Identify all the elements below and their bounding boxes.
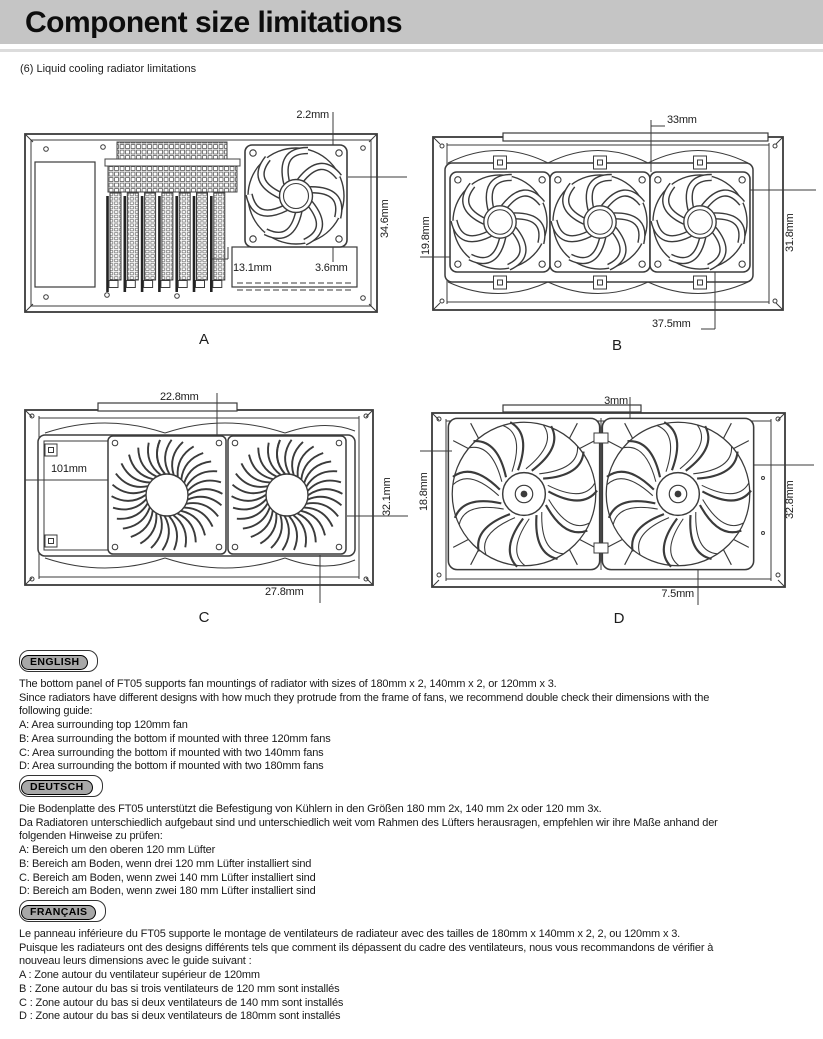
text-line: B : Zone autour du bas si trois ventilateurs de 120 mm sont installés xyxy=(19,982,340,995)
section-french xyxy=(19,900,814,1024)
text-line: Die Bodenplatte des FT05 unterstützt die Befestigung von Kühlern in den Größen 180 mm 2x, 140 mm 2x oder 120 mm 3x. xyxy=(19,803,602,815)
diagram-a xyxy=(15,100,410,355)
diagram-d xyxy=(418,383,823,633)
fan-icon xyxy=(549,171,650,272)
dim-label-top: 3mm xyxy=(604,395,628,407)
text-line: A: Area surrounding top 120mm fan xyxy=(19,719,188,732)
dim-label-top: 33mm xyxy=(667,114,697,126)
text-line: Since radiators have different designs with how much they protrude from the frame of fans, we recommend double check their dimensions with the xyxy=(19,691,710,704)
dim-label-right: 32.8mm xyxy=(784,480,796,519)
language-badge xyxy=(19,650,98,672)
text-line: C: Area surrounding the bottom if mounted with two 140mm fans xyxy=(19,746,324,759)
case-drawing-c xyxy=(15,383,410,633)
text-line: D: Bereich am Boden, wenn zwei 180 mm Lüfter installiert sind xyxy=(19,885,316,898)
language-badge-label: ENGLISH xyxy=(21,655,88,670)
fan-icon xyxy=(449,171,550,272)
language-badge xyxy=(19,775,103,797)
fan-icon xyxy=(244,144,347,247)
text-line: B: Bereich am Boden, wenn drei 120 mm Lüfter installiert sind xyxy=(19,857,312,870)
diagram-letter-a: A xyxy=(198,331,209,348)
dim-label-right: 32.1mm xyxy=(381,477,393,516)
diagram-b xyxy=(418,100,823,362)
section-german xyxy=(19,775,814,899)
page-header xyxy=(0,0,823,44)
case-drawing-a xyxy=(15,100,410,355)
text-line: Da Radiatoren unterschiedlich aufgebaut sind und unterschiedlich weit vom Rahmen des Lüfters herausragen, empfehlen wir ihre Maße anhand der xyxy=(19,816,718,829)
dim-label-right: 34.6mm xyxy=(379,199,391,238)
text-line: A: Bereich um den oberen 120 mm Lüfter xyxy=(19,844,216,857)
section-english xyxy=(19,650,814,774)
text-line: following guide: xyxy=(19,705,93,718)
text-line: nouveau leurs dimensions avec le guide suivant : xyxy=(19,955,252,968)
text-line: Le panneau inférieure du FT05 supporte le montage de ventilateurs de radiateur avec des tailles de 180mm x 140mm x 2, 2, ou 120mm x 3. xyxy=(19,928,681,940)
case-drawing-b xyxy=(418,100,823,362)
expansion-slots xyxy=(108,193,225,292)
language-badge-label: DEUTSCH xyxy=(21,780,93,795)
case-drawing-d xyxy=(418,383,823,633)
dim-label-bottom: 7.5mm xyxy=(661,588,694,600)
text-line: folgenden Hinweise zu prüfen: xyxy=(19,830,163,843)
text-line: Puisque les radiateurs ont des designs différents tels que comment ils dépassent du cadre des ventilateurs, nous vous recommandons de vérifier à xyxy=(19,941,714,954)
text-line: B: Area surrounding the bottom if mounted with three 120mm fans xyxy=(19,732,331,745)
dim-label-right: 31.8mm xyxy=(784,213,796,252)
dim-label-bottom: 27.8mm xyxy=(265,586,304,598)
diagram-letter-b: B xyxy=(611,337,622,354)
text-line: C : Zone autour du bas si deux ventilateurs de 140 mm sont installés xyxy=(19,996,344,1009)
dim-label-top: 2.2mm xyxy=(296,109,329,121)
dim-label-bottom-right: 3.6mm xyxy=(315,262,348,274)
dim-label-bottom-left: 13.1mm xyxy=(233,262,272,274)
text-line: A : Zone autour du ventilateur supérieur de 120mm xyxy=(19,969,260,982)
page-title: Component size limitations xyxy=(25,6,403,39)
text-line: C. Bereich am Boden, wenn zwei 140 mm Lüfter installiert sind xyxy=(19,871,316,884)
diagram-letter-d: D xyxy=(613,610,625,627)
dim-label-bottom: 37.5mm xyxy=(652,318,691,330)
fan-icon xyxy=(219,433,355,557)
dim-label-left: 101mm xyxy=(51,463,87,475)
fan-icon xyxy=(448,418,599,569)
language-badge-label: FRANÇAIS xyxy=(21,905,96,920)
text-line: D : Zone autour du bas si deux ventilateurs de 180mm sont installés xyxy=(19,1010,341,1023)
dim-label-top: 22.8mm xyxy=(160,391,199,403)
diagram-c xyxy=(15,383,410,633)
language-badge xyxy=(19,900,106,922)
dim-label-left: 19.8mm xyxy=(420,216,432,255)
vent-mesh xyxy=(105,142,240,192)
dim-label-left: 18.8mm xyxy=(418,472,430,511)
diagram-letter-c: C xyxy=(198,609,210,626)
fan-icon xyxy=(649,171,750,272)
header-divider xyxy=(0,49,823,52)
section-subtitle: (6) Liquid cooling radiator limitations xyxy=(20,63,197,75)
text-line: The bottom panel of FT05 supports fan mountings of radiator with sizes of 180mm x 2, 140mm x 2, or 120mm x 3. xyxy=(19,678,557,690)
text-line: D: Area surrounding the bottom if mounted with two 180mm fans xyxy=(19,760,324,773)
fan-icon xyxy=(99,433,235,557)
fan-icon xyxy=(602,418,753,569)
